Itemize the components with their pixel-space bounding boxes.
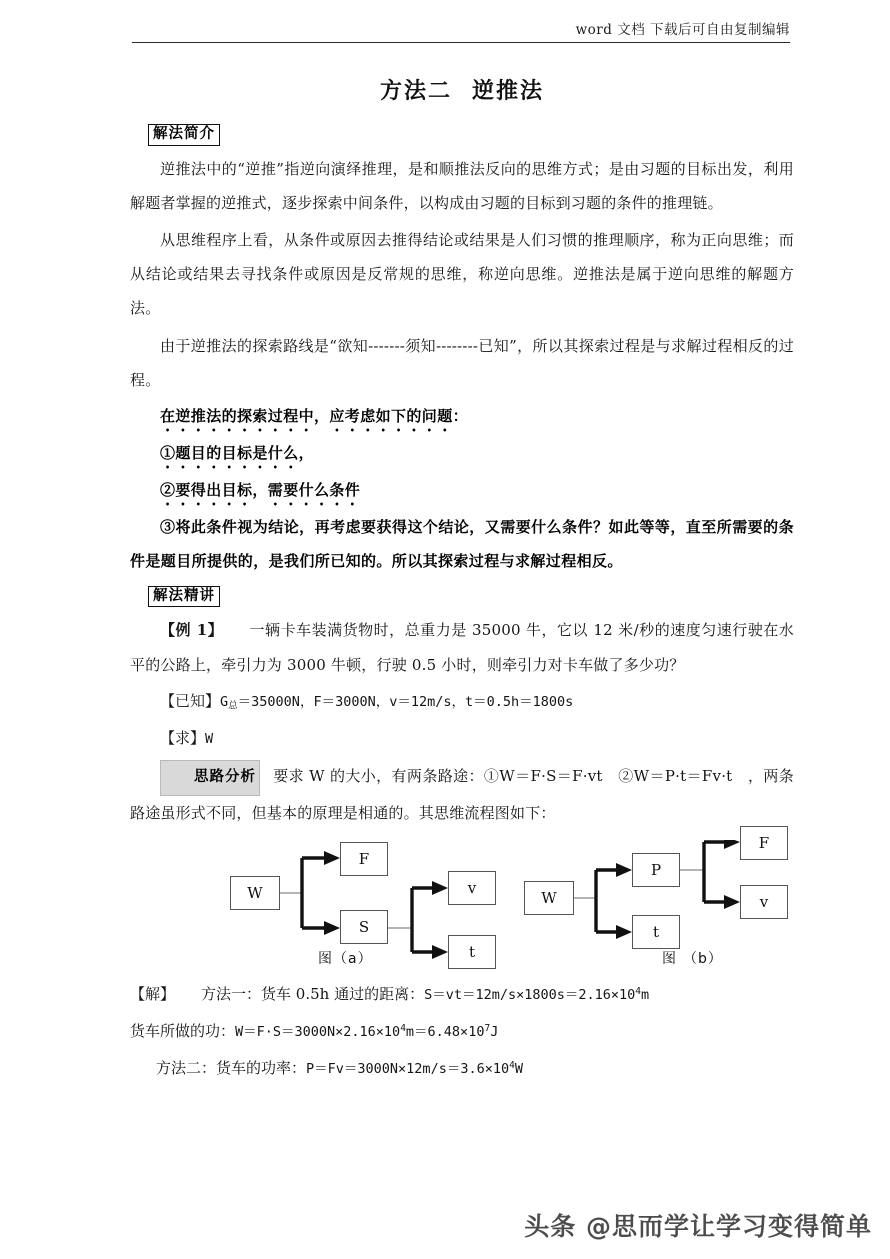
given-symbol: G: [220, 693, 229, 710]
analysis-text: 要求 W 的大小，有两条路途：①W＝F·S＝F·vt ②W＝P·t＝Fv·t ，两条路途虽形式不同，但基本的原理是相通的。其思维流程图如下：: [130, 766, 794, 822]
section-label-detail: 解法精讲: [148, 586, 220, 608]
caption-a-label: （a）: [333, 950, 373, 967]
solution-line1-exponent: 4: [635, 985, 642, 997]
caption-b-prefix: 图: [662, 950, 677, 967]
find-value: W: [205, 730, 214, 747]
caption-b-label: （b）: [683, 950, 723, 967]
solution-line2-formula-b: m＝6.48×10: [405, 1023, 485, 1040]
header-rule: [132, 42, 790, 43]
given-line: [130, 685, 794, 719]
example-tag: 【例 1】: [160, 621, 224, 640]
find-tag: 【求】: [160, 728, 206, 747]
watermark: 头条 @思而学让学习变得简单: [524, 1212, 872, 1241]
node-b-f: [740, 826, 788, 860]
paragraph-3: 由于逆推法的探索路线是“欲知-------须知--------已知”，所以其探索过程是与求解过程相反的过程。: [130, 336, 794, 389]
solution-line-3: [156, 1052, 794, 1086]
document-body: [130, 60, 794, 1089]
given-values: ＝35000N，F＝3000N，v＝12m/s，t＝0.5h＝1800s: [237, 693, 574, 710]
flow-diagram-a: [216, 840, 516, 968]
node-a-s-label: S: [358, 917, 370, 936]
page-header: word 文档 下载后可自由复制编辑: [575, 22, 790, 38]
paragraph-2: 从思维程序上看，从条件或原因去推得结论或结果是人们习惯的推理顺序，称为正向思维；而从结论或结果去寻找条件或原因是反常规的思维，称逆向思维。逆推法是属于逆向思维的解题方法。: [130, 231, 794, 318]
node-a-v-label: v: [467, 878, 477, 897]
flow-diagrams: [130, 833, 794, 968]
solution-line2-unit: J: [490, 1023, 499, 1040]
node-b-v: [740, 885, 788, 919]
solution-line1-text: 货车 0.5h 通过的距离：: [261, 984, 425, 1003]
solution-tag: 【解】: [130, 984, 176, 1003]
title-part-two: 逆推法: [472, 79, 545, 104]
solution-line3-text: 货车的功率：: [216, 1058, 307, 1077]
caption-a-prefix: 图: [318, 950, 333, 967]
bold-question-2: ②要得出目标，需要什么条件: [160, 480, 361, 499]
find-line: [130, 722, 794, 756]
solution-line3-unit: W: [514, 1060, 523, 1077]
title-part-one: 方法二: [379, 79, 452, 104]
node-b-v-label: v: [759, 892, 769, 911]
detail-label-row: [148, 585, 794, 608]
section-label-analysis: 思路分析: [160, 760, 260, 796]
node-b-p: [632, 853, 680, 887]
bold-question-1: ①题目的目标是什么，: [160, 443, 315, 462]
node-b-f-label: F: [758, 833, 770, 852]
node-a-f-label: F: [358, 849, 370, 868]
solution-method2-label: 方法二：: [156, 1058, 217, 1077]
node-b-t: [632, 915, 680, 949]
solution-line1-unit: m: [641, 986, 650, 1003]
node-a-w-label: W: [247, 883, 263, 902]
bold-question-3: ③将此条件视为结论，再考虑要获得这个结论，又需要什么条件？如此等等，直至所需要的条件是题目所提供的，是我们所已知的。所以其探索过程与求解过程相反。: [130, 517, 794, 570]
caption-b: [662, 948, 723, 968]
paragraph-1: 逆推法中的“逆推”指逆向演绎推理，是和顺推法反向的思维方式；是由习题的目标出发，利用解题者掌握的逆推式，逐步探索中间条件，以构成由习题的目标到习题的条件的推理链。: [130, 159, 794, 212]
solution-line2-text: 货车所做的功：: [130, 1021, 236, 1040]
node-b-p-label: P: [650, 860, 662, 879]
example-paragraph: [130, 613, 794, 681]
solution-line-2: [130, 1015, 794, 1049]
node-a-t-label: t: [468, 942, 476, 961]
solution-line2-formula-a: W＝F·S＝3000N×2.16×10: [235, 1023, 401, 1040]
solution-line2-exponent-a: 4: [400, 1022, 406, 1034]
node-a-v: [448, 871, 496, 905]
solution-line2-exponent-b: 7: [484, 1022, 491, 1034]
node-a-f: [340, 842, 388, 876]
flow-diagram-b: [512, 833, 812, 968]
node-a-w: [230, 876, 280, 910]
solution-line1-formula-a: S＝vt＝12m/s×1800s＝2.16×10: [424, 986, 636, 1003]
solution-line3-exponent: 4: [509, 1059, 515, 1071]
analysis-paragraph: [130, 759, 794, 830]
given-symbol-subscript: 总: [228, 700, 238, 712]
given-tag: 【已知】: [160, 691, 221, 710]
solution-line3-formula-a: P＝Fv＝3000N×12m/s＝3.6×10: [306, 1060, 510, 1077]
node-b-w: [524, 881, 574, 915]
page-title: [130, 74, 794, 105]
node-a-s: [340, 910, 388, 944]
node-b-t-label: t: [652, 922, 660, 941]
node-b-w-label: W: [541, 888, 557, 907]
node-a-t: [448, 935, 496, 969]
section-label-intro: 解法简介: [148, 124, 220, 146]
example-statement: 一辆卡车装满货物时，总重力是 35000 牛，它以 12 米/秒的速度匀速行驶在水平的公路上，牵引力为 3000 牛顿，行驶 0.5 小时，则牵引力对卡车做了多少功？: [130, 621, 794, 674]
caption-a: [318, 948, 373, 968]
solution-method1-label: 方法一：: [201, 984, 262, 1003]
bold-question-heading: 在逆推法的探索过程中，应考虑如下的问题：: [160, 406, 469, 425]
solution-line-1: [130, 978, 794, 1012]
intro-label-row: [148, 123, 794, 146]
